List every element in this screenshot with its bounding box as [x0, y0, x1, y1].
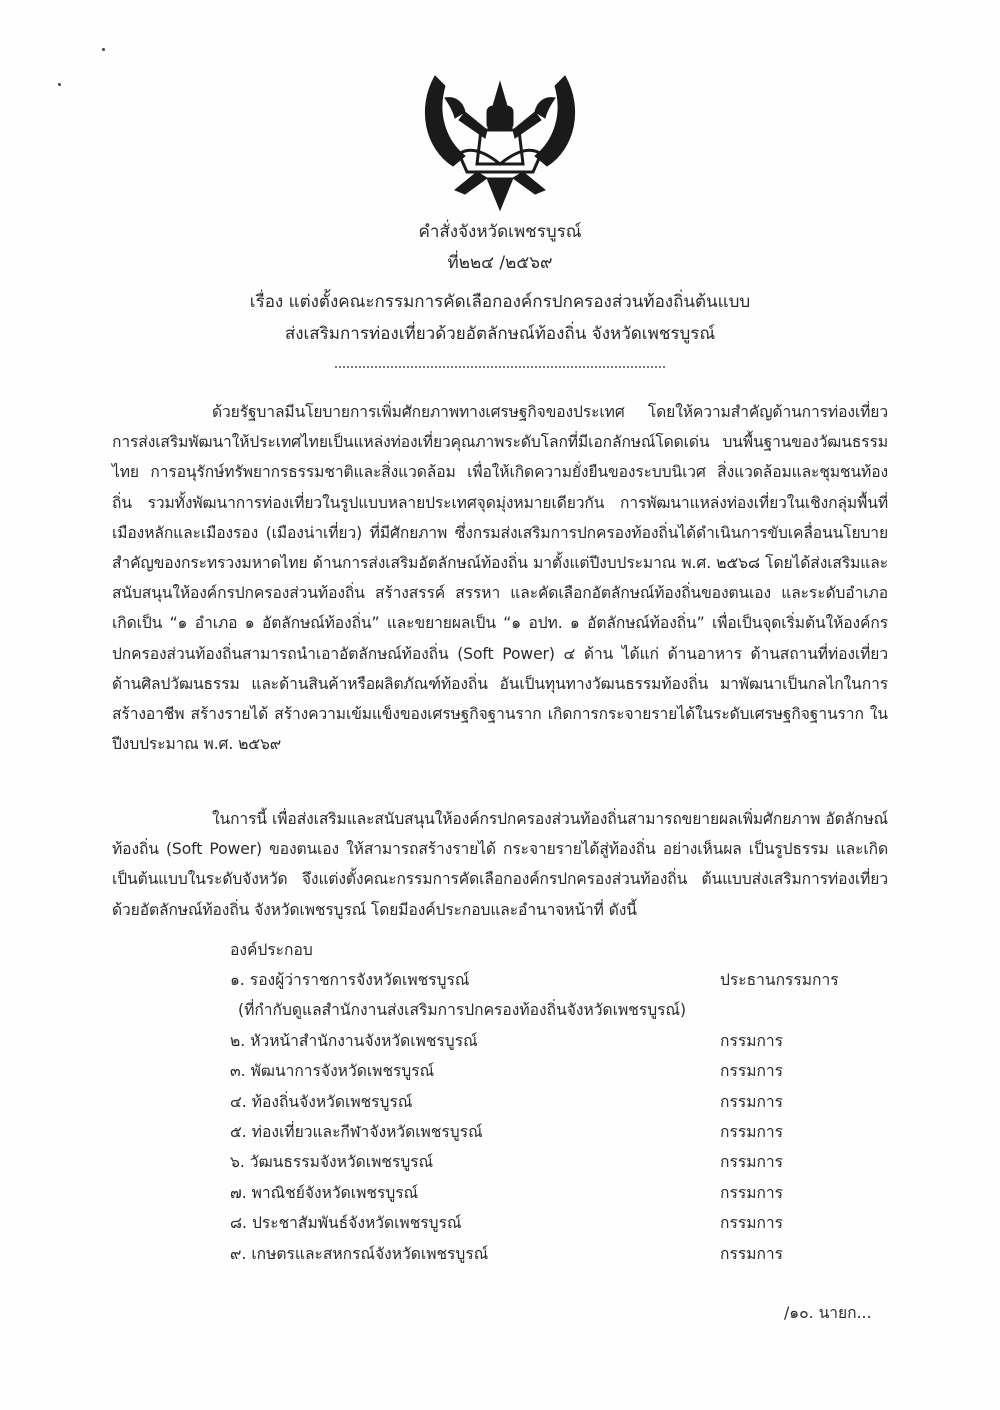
- member-role: กรรมการ: [720, 1214, 784, 1233]
- paragraph-text: ในการนี้ เพื่อส่งเสริมและสนับสนุนให้องค์กรปกครองส่วนท้องถิ่นสามารถขยายผลเพิ่มศักยภาพ อัตลักษณ์ท้องถิ่น (Soft Power) ของตนเอง ให้สามารถสร้างรายได้ กระจายรายได้สู่ท้องถิ่น อย่างเห็นผล เป็นรูปธรรม และเกิดเป็นต้นแบบในระดับจังหวัด จึงแต่งตั้งคณะกรรมการคัดเลือกองค์กรปกครองส่วนท้องถิ่น ต้นแบบส่งเสริมการท่องเที่ยวด้วยอัตลักษณ์ท้องถิ่น จังหวัดเพชรบูรณ์ โดยมีองค์ประกอบและอำนาจหน้าที่ ดังนี้: [112, 810, 888, 919]
- dotted-separator: [335, 366, 665, 368]
- member-row: [230, 1026, 870, 1056]
- member-name: ๙. เกษตรและสหกรณ์จังหวัดเพชรบูรณ์: [230, 1244, 489, 1263]
- member-role: กรรมการ: [720, 1244, 784, 1263]
- order-title: คำสั่งจังหวัดเพชรบูรณ์: [418, 222, 582, 242]
- member-name: ๓. พัฒนาการจังหวัดเพชรบูรณ์: [230, 1062, 435, 1081]
- member-row: [230, 965, 870, 995]
- member-role: กรรมการ: [720, 1062, 784, 1081]
- member-row: [230, 1178, 870, 1208]
- member-row: [230, 1208, 870, 1238]
- member-role: กรรมการ: [720, 1183, 784, 1202]
- member-row: [230, 1087, 870, 1117]
- member-row-note: [230, 995, 870, 1025]
- member-name: ๑. รองผู้ว่าราชการจังหวัดเพชรบูรณ์: [230, 971, 470, 989]
- member-name: ๖. วัฒนธรรมจังหวัดเพชรบูรณ์: [230, 1153, 434, 1172]
- paragraph-appointment: [112, 804, 888, 925]
- member-role: ประธานกรรมการ: [720, 971, 839, 989]
- member-role: กรรมการ: [720, 1092, 784, 1111]
- page-continuation: /๑๐. นายก...: [784, 1304, 872, 1322]
- member-row: [230, 1239, 870, 1269]
- member-name: ๔. ท้องถิ่นจังหวัดเพชรบูรณ์: [230, 1092, 413, 1111]
- member-row: [230, 1147, 870, 1177]
- member-name: ๕. ท่องเที่ยวและกีฬาจังหวัดเพชรบูรณ์: [230, 1122, 483, 1141]
- member-row: [230, 1056, 870, 1086]
- member-name: ๒. หัวหน้าสำนักงานจังหวัดเพชรบูรณ์: [230, 1031, 478, 1050]
- composition-list: [230, 935, 870, 1269]
- scan-speck: [102, 48, 105, 51]
- composition-heading: องค์ประกอบ: [230, 941, 313, 959]
- order-number: ที่๒๒๔ /๒๕๖๙: [447, 253, 553, 273]
- member-role: กรรมการ: [720, 1153, 784, 1172]
- member-role: กรรมการ: [720, 1122, 784, 1141]
- paragraph-text: ด้วยรัฐบาลมีนโยบายการเพิ่มศักยภาพทางเศรษฐกิจของประเทศ โดยให้ความสำคัญด้านการท่องเที่ยว การส่งเสริมพัฒนาให้ประเทศไทยเป็นแหล่งท่องเที่ยวคุณภาพระดับโลกที่มีเอกลักษณ์โดดเด่น บนพื้นฐานของวัฒนธรรมไทย การอนุรักษ์ทรัพยากรธรรมชาติและสิ่งแวดล้อม เพื่อให้เกิดความยั่งยืนของระบบนิเวศ สิ่งแวดล้อมและชุมชนท้องถิ่น รวมทั้งพัฒนาการท่องเที่ยวในรูปแบบหลายประเทศจุดมุ่งหมายเดียวกัน การพัฒนาแหล่งท่องเที่ยวในเชิงกลุ่มพื้นที่เมืองหลักและเมืองรอง (เมืองน่าเที่ยว) ที่มีศักยภาพ ซึ่งกรมส่งเสริมการปกครองท้องถิ่นได้ดำเนินการขับเคลื่อนนโยบายสำคัญของกระทรวงมหาดไทย ด้านการส่งเสริมอัตลักษณ์ท้องถิ่น มาตั้งแต่ปีงบประมาณ พ.ศ. ๒๕๖๘ โดยได้ส่งเสริมและสนับสนุนให้องค์กรปกครองส่วนท้องถิ่น สร้างสรรค์ สรรหา และคัดเลือกอัตลักษณ์ท้องถิ่นของตนเอง และระดับอำเภอ เกิดเป็น “๑ อำเภอ ๑ อัตลักษณ์ท้องถิ่น” และขยายผลเป็น “๑ อปท. ๑ อัตลักษณ์ท้องถิ่น” เพื่อเป็นจุดเริ่มต้นให้องค์กรปกครองส่วนท้องถิ่นสามารถนำเอาอัตลักษณ์ท้องถิ่น (Soft Power) ๔ ด้าน ได้แก่ ด้านอาหาร ด้านสถานที่ท่องเที่ยว ด้านศิลปวัฒนธรรม และด้านสินค้าหรือผลิตภัณฑ์ท้องถิ่น อันเป็นทุนทางวัฒนธรรมท้องถิ่น มาพัฒนาเป็นกลไกในการสร้างอาชีพ สร้างรายได้ สร้างความเข้มแข็งของเศรษฐกิจฐานราก เกิดการกระจายรายได้ในระดับเศรษฐกิจฐานราก ในปีงบประมาณ พ.ศ. ๒๕๖๙: [112, 403, 888, 754]
- member-name: ๗. พาณิชย์จังหวัดเพชรบูรณ์: [230, 1183, 419, 1202]
- member-name: ๘. ประชาสัมพันธ์จังหวัดเพชรบูรณ์: [230, 1214, 462, 1233]
- paragraph-background: [112, 397, 888, 759]
- member-row: [230, 1117, 870, 1147]
- garuda-emblem-icon: [415, 68, 585, 218]
- member-note: (ที่กำกับดูแลสำนักงานส่งเสริมการปกครองท้องถิ่นจังหวัดเพชรบูรณ์): [238, 1001, 687, 1020]
- subject-line-2: ส่งเสริมการท่องเที่ยวด้วยอัตลักษณ์ท้องถิ่น จังหวัดเพชรบูรณ์: [284, 324, 716, 344]
- subject-line-1: เรื่อง แต่งตั้งคณะกรรมการคัดเลือกองค์กรปกครองส่วนท้องถิ่นต้นแบบ: [249, 292, 751, 312]
- scan-speck: [58, 83, 61, 86]
- member-role: กรรมการ: [720, 1031, 784, 1050]
